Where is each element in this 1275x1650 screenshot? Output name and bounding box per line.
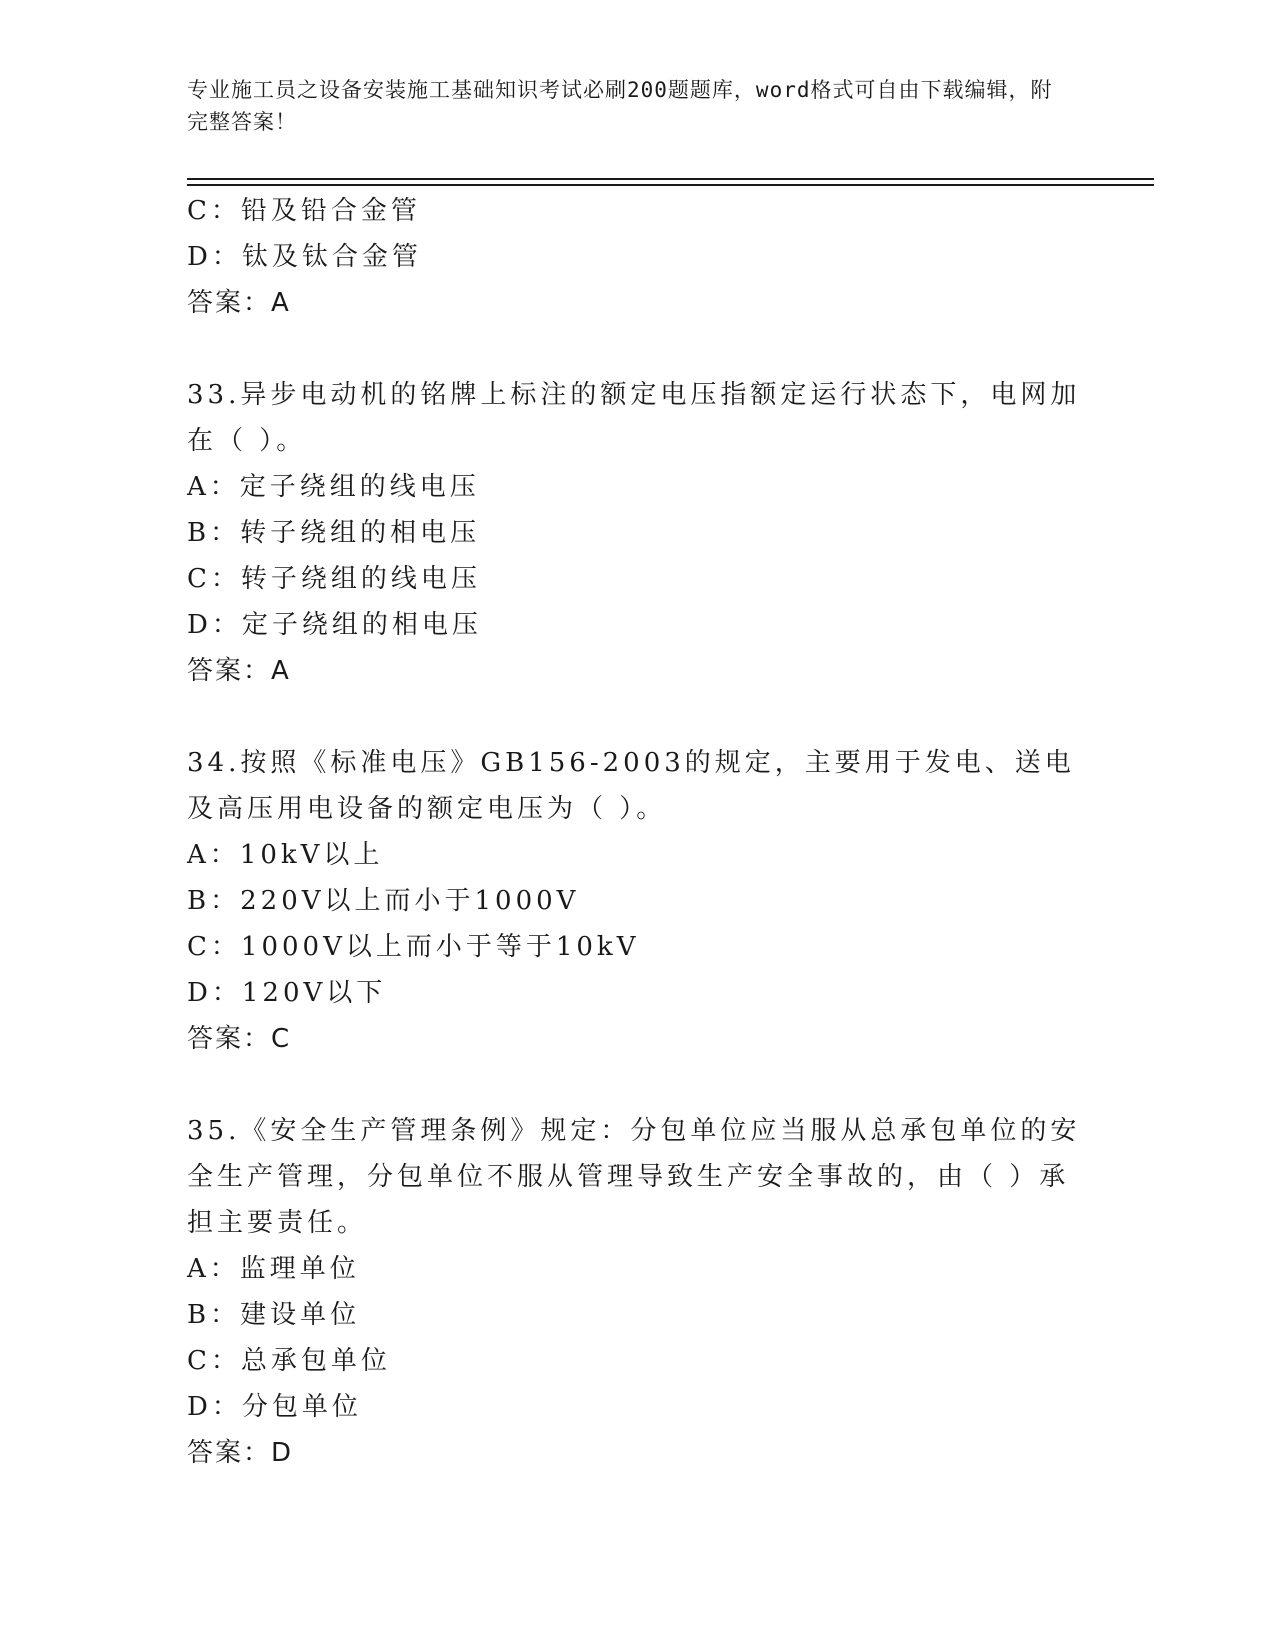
option-label: D：	[187, 242, 242, 272]
option-d	[187, 234, 1087, 280]
question-34	[187, 740, 1087, 1062]
option-a	[187, 464, 1087, 510]
option-text: 120V以下	[241, 978, 387, 1008]
option-label: A：	[187, 1254, 240, 1284]
spacer	[187, 326, 1087, 372]
answer-line: 答案：A	[187, 656, 291, 686]
option-label: C：	[187, 932, 241, 962]
answer-line: 答案：A	[187, 288, 291, 318]
option-c	[187, 1338, 1087, 1384]
option-text: 定子绕组的线电压	[239, 472, 480, 502]
option-c	[187, 556, 1087, 602]
option-text: 220V以上而小于1000V	[240, 886, 580, 916]
option-label: B：	[187, 1300, 241, 1330]
option-label: C：	[187, 1346, 241, 1376]
option-text: 建设单位	[240, 1300, 361, 1330]
answer-line: 答案：D	[187, 1438, 294, 1468]
page-header	[187, 74, 1067, 138]
option-label: C：	[187, 564, 241, 594]
option-text: 钛及钛合金管	[241, 242, 422, 272]
question-35	[187, 1108, 1087, 1476]
question-33	[187, 372, 1087, 694]
option-b	[187, 1292, 1087, 1338]
option-label: B：	[187, 518, 241, 548]
option-text: 分包单位	[241, 1392, 362, 1422]
option-text: 铅及铅合金管	[240, 196, 421, 226]
option-text: 总承包单位	[240, 1346, 391, 1376]
option-b	[187, 510, 1087, 556]
option-text: 10kV以上	[239, 840, 384, 870]
option-b	[187, 878, 1087, 924]
option-a	[187, 832, 1087, 878]
option-label: A：	[187, 472, 240, 502]
question-list	[187, 188, 1087, 1476]
header-divider-top	[187, 178, 1154, 180]
header-divider-bottom	[187, 184, 1154, 186]
spacer	[187, 1062, 1087, 1108]
question-text: 33.异步电动机的铭牌上标注的额定电压指额定运行状态下，电网加在（ ）。	[187, 380, 1081, 456]
option-d	[187, 1384, 1087, 1430]
header-title: 专业施工员之设备安装施工基础知识考试必刷200题题库，word格式可自由下载编辑，附完整答案！	[187, 78, 1053, 134]
partial-question	[187, 188, 1087, 326]
option-label: D：	[187, 1392, 242, 1422]
option-c	[187, 924, 1087, 970]
option-label: B：	[187, 886, 241, 916]
option-text: 监理单位	[239, 1254, 360, 1284]
option-a	[187, 1246, 1087, 1292]
option-d	[187, 970, 1087, 1016]
option-d	[187, 602, 1087, 648]
option-text: 定子绕组的相电压	[241, 610, 482, 640]
option-label: A：	[187, 840, 240, 870]
option-label: D：	[187, 610, 242, 640]
answer-line: 答案：C	[187, 1024, 292, 1054]
option-label: C：	[187, 196, 241, 226]
option-c	[187, 188, 1087, 234]
question-text: 35.《安全生产管理条例》规定：分包单位应当服从总承包单位的安全生产管理，分包单位不服从管理导致生产安全事故的，由（ ）承担主要责任。	[187, 1116, 1081, 1238]
spacer	[187, 694, 1087, 740]
option-text: 转子绕组的线电压	[240, 564, 481, 594]
question-text: 34.按照《标准电压》GB156-2003的规定，主要用于发电、送电及高压用电设备的额定电压为（ ）。	[187, 748, 1075, 824]
option-text: 1000V以上而小于等于10kV	[240, 932, 640, 962]
option-label: D：	[187, 978, 242, 1008]
option-text: 转子绕组的相电压	[240, 518, 481, 548]
